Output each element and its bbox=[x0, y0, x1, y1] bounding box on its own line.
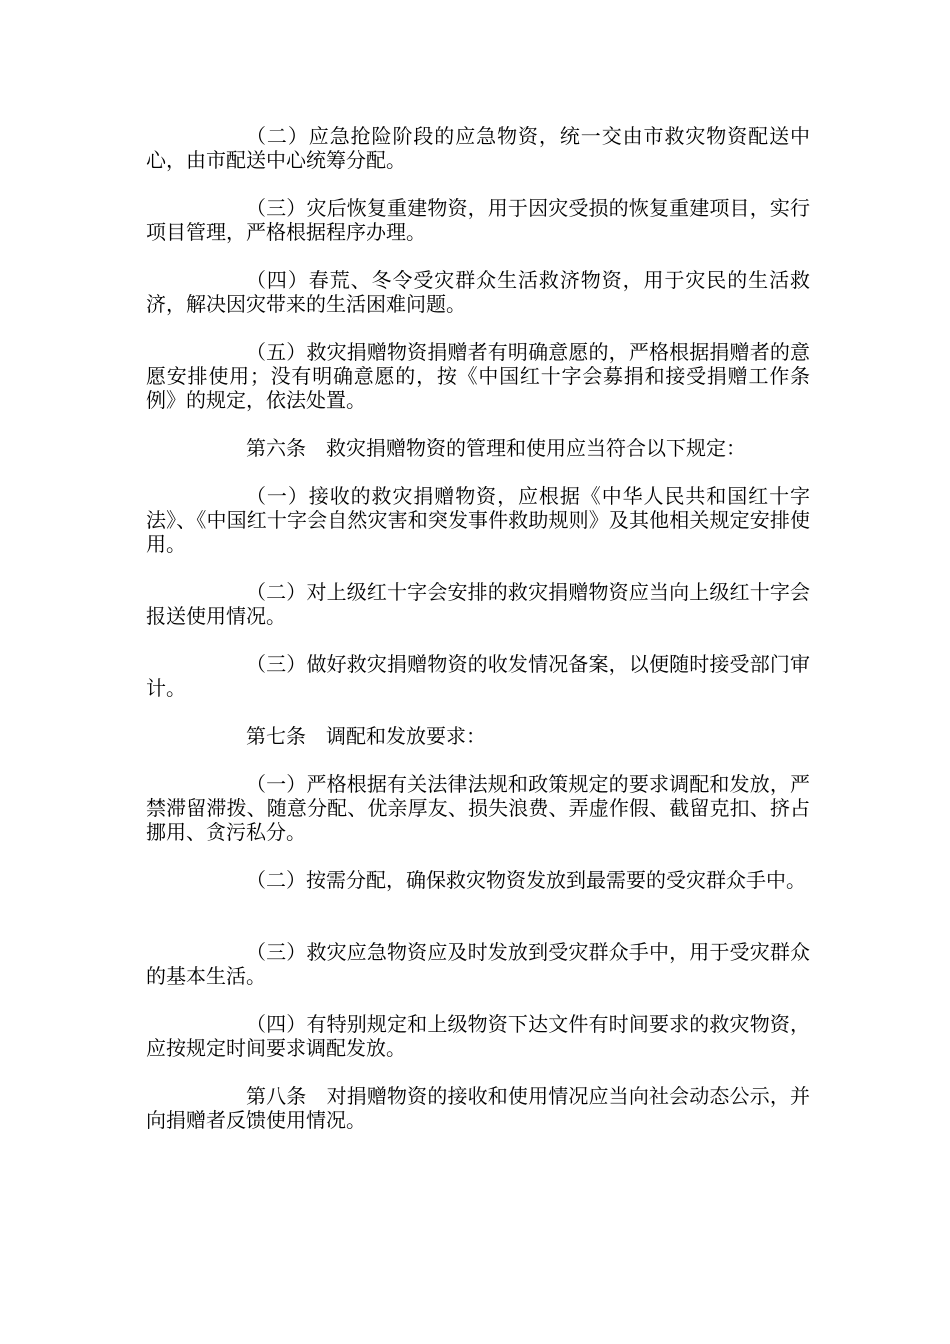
paragraph-article-7-clause-3: （三）救灾应急物资应及时发放到受灾群众手中，用于受灾群众的基本生活。 bbox=[146, 940, 810, 988]
paragraph-article-7-clause-2: （二）按需分配，确保救灾物资发放到最需要的受灾群众手中。 bbox=[246, 868, 806, 892]
paragraph-article-7-clause-4: （四）有特别规定和上级物资下达文件有时间要求的救灾物资，应按规定时间要求调配发放。 bbox=[146, 1012, 810, 1060]
paragraph-clause-5: （五）救灾捐赠物资捐赠者有明确意愿的，严格根据捐赠者的意愿安排使用；没有明确意愿的，按《中国红十字会募捐和接受捐赠工作条例》的规定，依法处置。 bbox=[146, 340, 810, 412]
article-7-heading: 第七条 调配和发放要求： bbox=[246, 724, 486, 748]
paragraph-clause-2: （二）应急抢险阶段的应急物资，统一交由市救灾物资配送中心，由市配送中心统筹分配。 bbox=[146, 124, 810, 172]
article-8-paragraph: 第八条 对捐赠物资的接收和使用情况应当向社会动态公示，并向捐赠者反馈使用情况。 bbox=[146, 1084, 810, 1132]
paragraph-article-6-clause-3: （三）做好救灾捐赠物资的收发情况备案，以便随时接受部门审计。 bbox=[146, 652, 810, 700]
paragraph-clause-3: （三）灾后恢复重建物资，用于因灾受损的恢复重建项目，实行项目管理，严格根据程序办理。 bbox=[146, 196, 810, 244]
paragraph-article-7-clause-1: （一）严格根据有关法律法规和政策规定的要求调配和发放，严禁滞留滞拨、随意分配、优亲厚友、损失浪费、弄虚作假、截留克扣、挤占挪用、贪污私分。 bbox=[146, 772, 810, 844]
article-6-heading: 第六条 救灾捐赠物资的管理和使用应当符合以下规定： bbox=[246, 436, 746, 460]
paragraph-article-6-clause-2: （二）对上级红十字会安排的救灾捐赠物资应当向上级红十字会报送使用情况。 bbox=[146, 580, 810, 628]
paragraph-article-6-clause-1: （一）接收的救灾捐赠物资，应根据《中华人民共和国红十字法》、《中国红十字会自然灾害和突发事件救助规则》及其他相关规定安排使用。 bbox=[146, 484, 810, 556]
paragraph-clause-4: （四）春荒、冬令受灾群众生活救济物资，用于灾民的生活救济，解决因灾带来的生活困难问题。 bbox=[146, 268, 810, 316]
